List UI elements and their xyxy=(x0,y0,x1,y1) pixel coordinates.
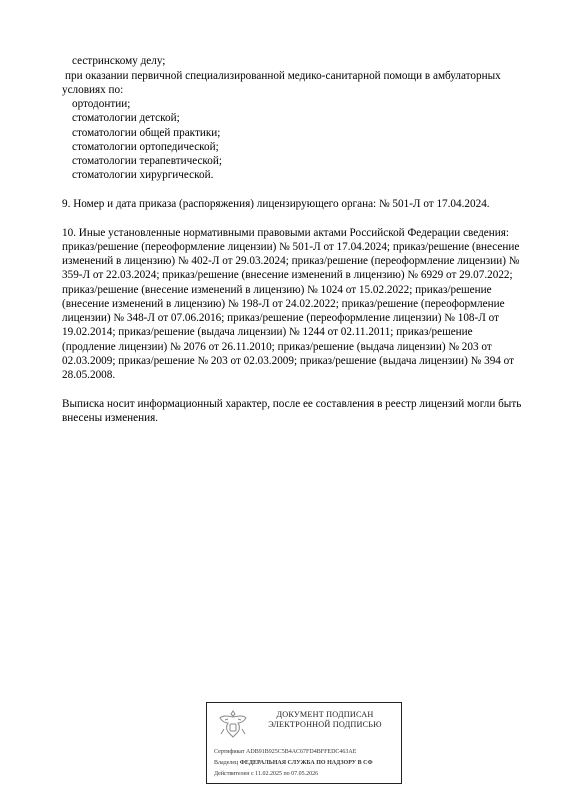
text-line: 359-Л от 22.03.2024; приказ/решение (внесение изменений в лицензию) № 6929 от 29.07.2022; xyxy=(62,269,513,281)
stamp-title-line: ДОКУМЕНТ ПОДПИСАН xyxy=(276,710,374,719)
section-10-heading: 10. Иные установленные нормативными правовыми актами Российской Федерации сведения: xyxy=(62,227,509,239)
stamp-owner xyxy=(214,759,373,767)
text-line: 02.03.2009; приказ/решение № 203 от 02.03.2009; приказ/решение (выдача лицензии) № 394 от xyxy=(62,355,515,367)
owner-value: ФЕДЕРАЛЬНАЯ СЛУЖБА ПО НАДЗОРУ В СФ xyxy=(239,760,373,766)
text-line: 28.05.2008. xyxy=(62,369,116,381)
text-line: стоматологии ортопедической; xyxy=(72,141,219,153)
coat-of-arms-icon xyxy=(216,707,250,741)
text-line: (внесение изменений в лицензию) № 198-Л от 24.02.2022; приказ/решение (переоформление xyxy=(62,298,505,310)
text-line: при оказании первичной специализированной медико-санитарной помощи в амбулаторных xyxy=(65,70,501,82)
text-line: (продление лицензии) № 2076 от 26.11.2010; приказ/решение (выдача лицензии) № 203 от xyxy=(62,341,492,353)
text-line: приказ/решение (переоформление лицензии) № 501-Л от 17.04.2024; приказ/решение (внесение xyxy=(62,241,520,253)
stamp-title xyxy=(253,710,397,730)
disclaimer-line: Выписка носит информационный характер, после ее составления в реестр лицензий могли быть xyxy=(62,398,522,410)
text-line: стоматологии терапевтической; xyxy=(72,155,222,167)
electronic-signature-stamp xyxy=(206,702,402,784)
stamp-certificate xyxy=(214,748,356,756)
text-line: стоматологии детской; xyxy=(72,112,180,124)
stamp-title-line: ЭЛЕКТРОННОЙ ПОДПИСЬЮ xyxy=(268,720,382,729)
text-line: условиях по: xyxy=(62,84,124,96)
text-line: 19.02.2014; приказ/решение (выдача лицензии) № 1244 от 02.11.2011; приказ/решение xyxy=(62,326,473,338)
text-line: изменений в лицензию) № 402-Л от 29.03.2024; приказ/решение (переоформление лицензии) № xyxy=(62,255,520,267)
disclaimer-line: внесены изменения. xyxy=(62,412,159,424)
text-line: стоматологии общей практики; xyxy=(72,127,221,139)
text-line: лицензии) № 348-Л от 07.06.2016; приказ/решение (переоформление лицензии) № 108-Л от xyxy=(62,312,499,324)
certificate-label: Сертификат xyxy=(214,749,245,755)
text-line: приказ/решение (внесение изменений в лицензию) № 1024 от 15.02.2022; приказ/решение xyxy=(62,284,492,296)
owner-label: Владелец xyxy=(214,760,239,766)
text-line: стоматологии хирургической. xyxy=(72,169,214,181)
certificate-value: ADB91B925C5B4AC67FD4BFFEDC463AE xyxy=(246,749,357,755)
text-line: сестринскому делу; xyxy=(72,55,166,67)
text-line: ортодонтии; xyxy=(72,98,131,110)
order-number-line: 9. Номер и дата приказа (распоряжения) лицензирующего органа: № 501-Л от 17.04.2024. xyxy=(62,198,490,210)
stamp-validity: Действителен с 11.02.2025 по 07.05.2026 xyxy=(214,771,319,777)
